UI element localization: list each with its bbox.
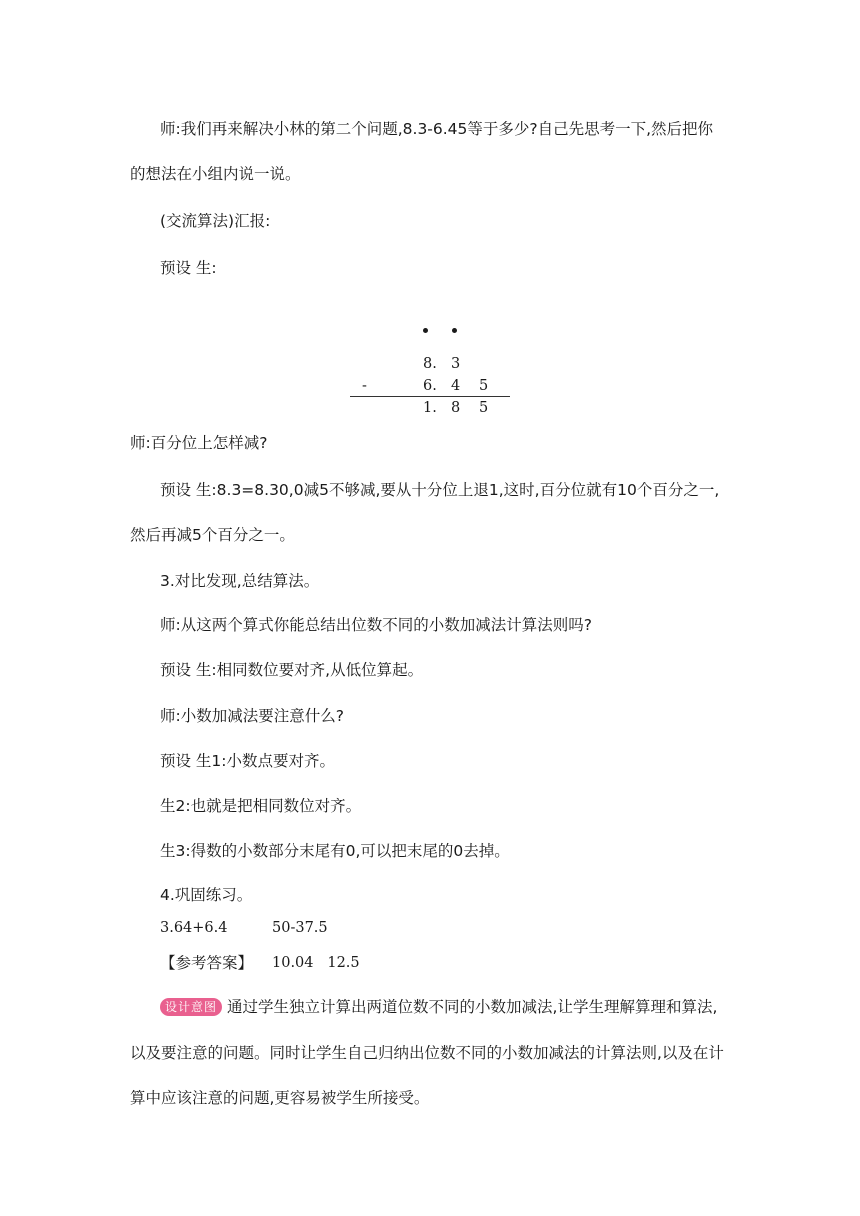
digit: 5 xyxy=(479,400,489,416)
digit: 4 xyxy=(451,378,461,394)
borrow-dot xyxy=(423,328,428,333)
digit: 5 xyxy=(479,378,489,394)
digit: 3 xyxy=(451,356,461,372)
paragraph: 师:我们再来解决小林的第二个问题,8.3-6.45等于多少?自己先思考一下,然后把你 xyxy=(160,120,714,138)
digit: 1. xyxy=(423,400,437,416)
paragraph: 师:从这两个算式你能总结出位数不同的小数加减法计算法则吗? xyxy=(160,616,592,634)
design-intent xyxy=(160,996,717,1018)
answer-label: 【参考答案】 xyxy=(160,954,254,972)
digit: 8 xyxy=(451,400,461,416)
vertical-subtraction xyxy=(350,318,510,418)
result-line xyxy=(350,396,510,397)
paragraph: 4.巩固练习。 xyxy=(160,886,253,904)
paragraph: 预设 生1:小数点要对齐。 xyxy=(160,752,336,770)
exercise-1: 3.64+6.4 xyxy=(160,920,228,936)
answer-values: 10.04 12.5 xyxy=(272,955,360,971)
paragraph: 预设 生: xyxy=(160,259,217,277)
digit: 6. xyxy=(423,378,437,394)
paragraph: 然后再减5个百分之一。 xyxy=(130,526,295,544)
design-intent-text: 通过学生独立计算出两道位数不同的小数加减法,让学生理解算理和算法, xyxy=(227,998,718,1016)
paragraph: 3.对比发现,总结算法。 xyxy=(160,572,320,590)
paragraph: 算中应该注意的问题,更容易被学生所接受。 xyxy=(130,1089,430,1107)
borrow-dot xyxy=(452,328,457,333)
digit: 8. xyxy=(423,356,437,372)
exercise-2: 50-37.5 xyxy=(272,920,328,936)
paragraph: 师:小数加减法要注意什么? xyxy=(160,707,344,725)
paragraph: 预设 生:相同数位要对齐,从低位算起。 xyxy=(160,661,424,679)
paragraph: 预设 生:8.3=8.30,0减5不够减,要从十分位上退1,这时,百分位就有10个百分之一, xyxy=(160,481,720,499)
design-intent-badge: 设计意图 xyxy=(160,998,222,1016)
minus-sign: - xyxy=(362,378,367,394)
paragraph: 生3:得数的小数部分末尾有0,可以把末尾的0去掉。 xyxy=(160,842,510,860)
paragraph: 的想法在小组内说一说。 xyxy=(130,165,301,183)
paragraph: (交流算法)汇报: xyxy=(160,212,271,230)
paragraph: 生2:也就是把相同数位对齐。 xyxy=(160,797,362,815)
paragraph: 以及要注意的问题。同时让学生自己归纳出位数不同的小数加减法的计算法则,以及在计 xyxy=(130,1044,724,1062)
paragraph: 师:百分位上怎样减? xyxy=(130,434,268,452)
